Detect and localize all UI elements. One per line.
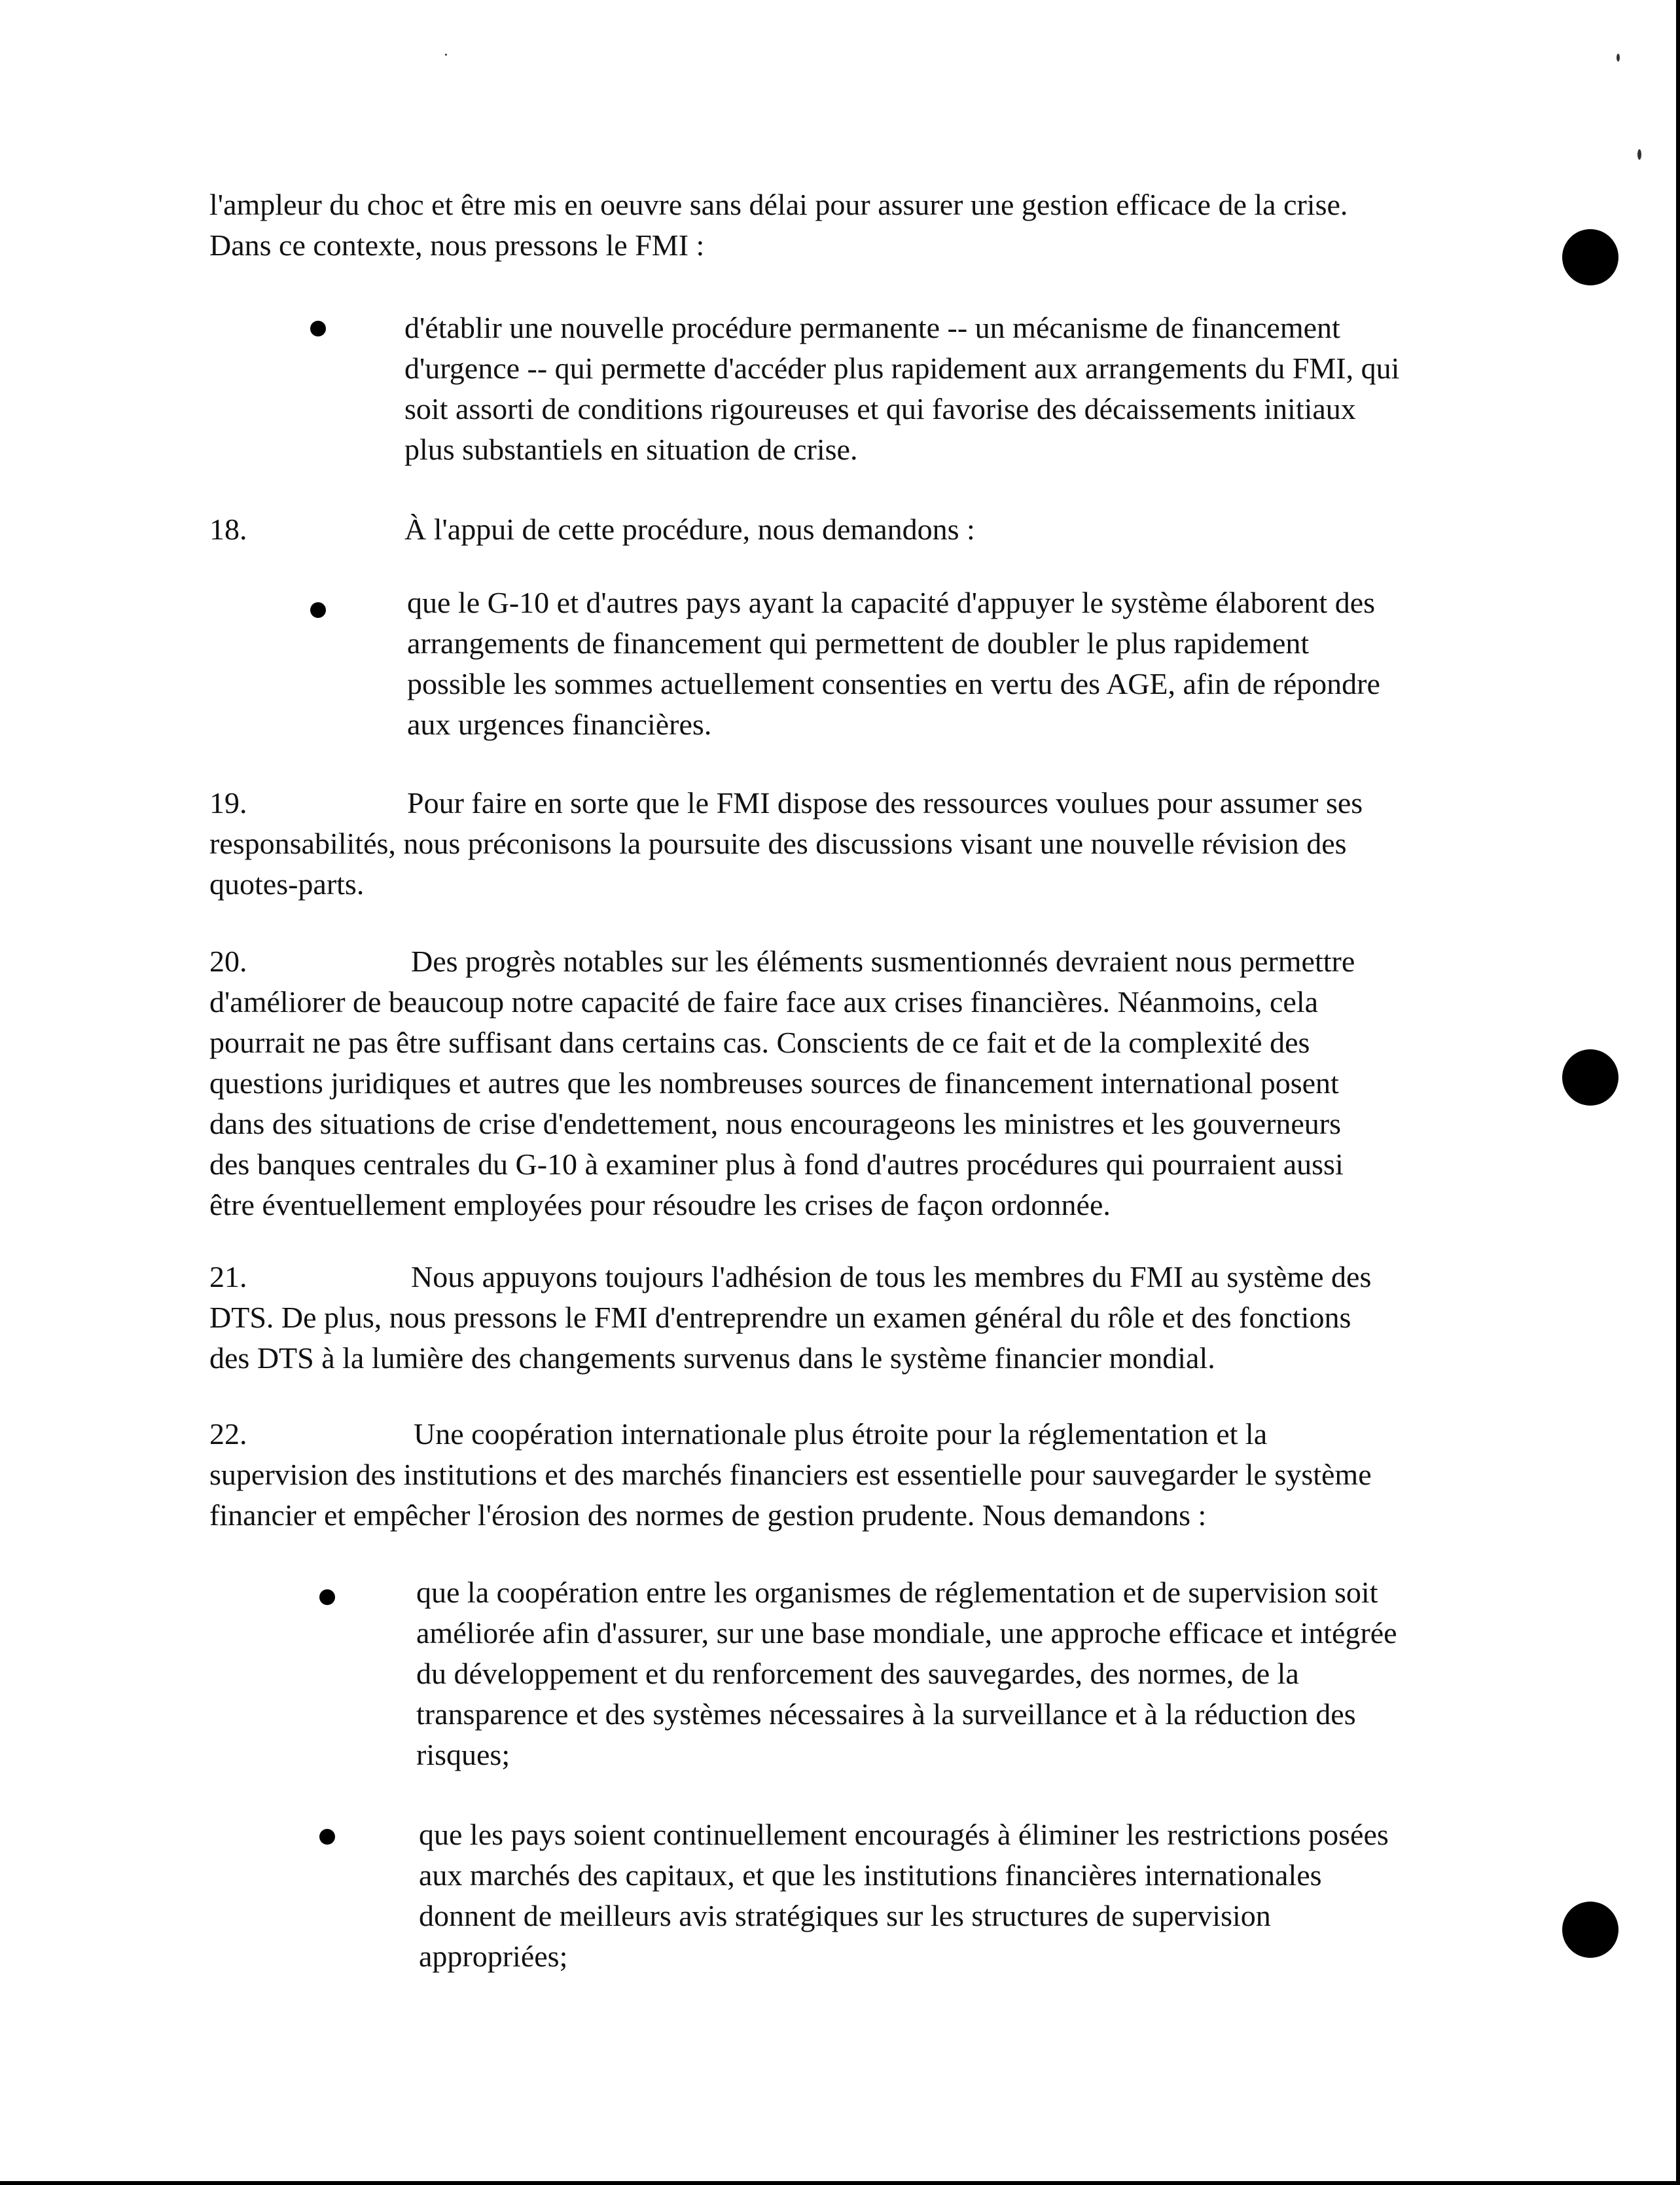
- bullet-3-line-4: transparence et des systèmes nécessaires à la surveillance et à la réduction des: [416, 1697, 1356, 1731]
- paragraph-number-18: 18.: [209, 513, 247, 546]
- bullet-4-line-4: appropriées;: [419, 1940, 568, 1973]
- para-19-line-2: responsabilités, nous préconisons la poursuite des discussions visant une nouvelle révision des: [209, 827, 1347, 860]
- para-18-line-1: À l'appui de cette procédure, nous demandons :: [404, 513, 975, 546]
- bullet-3-line-1: que la coopération entre les organismes de réglementation et de supervision soit: [416, 1576, 1378, 1609]
- para-21-line-3: des DTS à la lumière des changements survenus dans le système financier mondial.: [209, 1341, 1215, 1375]
- para-22-line-2: supervision des institutions et des marchés financiers est essentielle pour sauvegarder le système: [209, 1458, 1372, 1491]
- bullet-dot: [319, 1589, 335, 1605]
- bullet-4-line-3: donnent de meilleurs avis stratégiques sur les structures de supervision: [419, 1899, 1271, 1932]
- bullet-dot: [319, 1829, 335, 1845]
- para-20-first-line: Des progrès notables sur les éléments susmentionnés devraient nous permettre: [411, 945, 1355, 978]
- para-20-line-7: être éventuellement employées pour résoudre les crises de façon ordonnée.: [209, 1188, 1111, 1221]
- para-22-line-3: financier et empêcher l'érosion des normes de gestion prudente. Nous demandons :: [209, 1498, 1207, 1532]
- bullet-1-line-1: d'établir une nouvelle procédure permanente -- un mécanisme de financement: [404, 311, 1340, 344]
- para-19-first-line: Pour faire en sorte que le FMI dispose des ressources voulues pour assumer ses: [407, 786, 1363, 820]
- bullet-4-line-1: que les pays soient continuellement encouragés à éliminer les restrictions posées: [419, 1818, 1389, 1851]
- bullet-dot: [310, 602, 326, 618]
- intro-line-2: Dans ce contexte, nous pressons le FMI :: [209, 228, 705, 262]
- para-19-line-3: quotes-parts.: [209, 867, 365, 901]
- bullet-2-line-2: arrangements de financement qui permettent de doubler le plus rapidement: [407, 626, 1310, 660]
- bullet-2-line-3: possible les sommes actuellement consenties en vertu des AGE, afin de répondre: [407, 667, 1380, 700]
- para-20-line-6: des banques centrales du G-10 à examiner plus à fond d'autres procédures qui pourraient aussi: [209, 1147, 1344, 1181]
- paragraph-number-21: 21.: [209, 1260, 247, 1293]
- para-20-line-5: dans des situations de crise d'endettement, nous encourageons les ministres et les gouverneurs: [209, 1107, 1342, 1140]
- para-20-line-2: d'améliorer de beaucoup notre capacité de faire face aux crises financières. Néanmoins, cela: [209, 985, 1319, 1019]
- para-20-line-3: pourrait ne pas être suffisant dans certains cas. Conscients de ce fait et de la complexité des: [209, 1026, 1310, 1059]
- bullet-2-line-1: que le G-10 et d'autres pays ayant la capacité d'appuyer le système élaborent des: [407, 586, 1376, 619]
- bullet-3-line-3: du développement et du renforcement des sauvegardes, des normes, de la: [416, 1657, 1299, 1690]
- bullet-1-line-2: d'urgence -- qui permette d'accéder plus rapidement aux arrangements du FMI, qui: [404, 352, 1400, 385]
- punch-hole-bottom: [1562, 1902, 1618, 1958]
- punch-hole-top: [1562, 229, 1618, 285]
- paragraph-number-20: 20.: [209, 945, 247, 978]
- bullet-dot: [310, 321, 326, 336]
- para-21-line-2: DTS. De plus, nous pressons le FMI d'entreprendre un examen général du rôle et des fonctions: [209, 1301, 1351, 1334]
- bullet-1-line-4: plus substantiels en situation de crise.: [404, 433, 858, 466]
- bullet-3-line-5: risques;: [416, 1738, 510, 1771]
- scan-speck: [1617, 54, 1620, 62]
- intro-line-1: l'ampleur du choc et être mis en oeuvre sans délai pour assurer une gestion efficace de la crise.: [209, 188, 1348, 221]
- scan-speck: [445, 54, 447, 56]
- paragraph-number-19: 19.: [209, 786, 247, 820]
- bullet-1-line-3: soit assorti de conditions rigoureuses et qui favorise des décaissements initiaux: [404, 392, 1356, 425]
- scan-speck: [1637, 149, 1641, 160]
- bullet-3-line-2: améliorée afin d'assurer, sur une base mondiale, une approche efficace et intégrée: [416, 1616, 1397, 1650]
- para-21-first-line: Nous appuyons toujours l'adhésion de tous les membres du FMI au système des: [411, 1260, 1372, 1293]
- para-20-line-4: questions juridiques et autres que les nombreuses sources de financement international posent: [209, 1066, 1339, 1100]
- para-22-first-line: Une coopération internationale plus étroite pour la réglementation et la: [414, 1417, 1268, 1451]
- punch-hole-middle: [1562, 1049, 1618, 1106]
- bullet-4-line-2: aux marchés des capitaux, et que les institutions financières internationales: [419, 1858, 1322, 1892]
- paragraph-number-22: 22.: [209, 1417, 247, 1451]
- bullet-2-line-4: aux urgences financières.: [407, 708, 712, 741]
